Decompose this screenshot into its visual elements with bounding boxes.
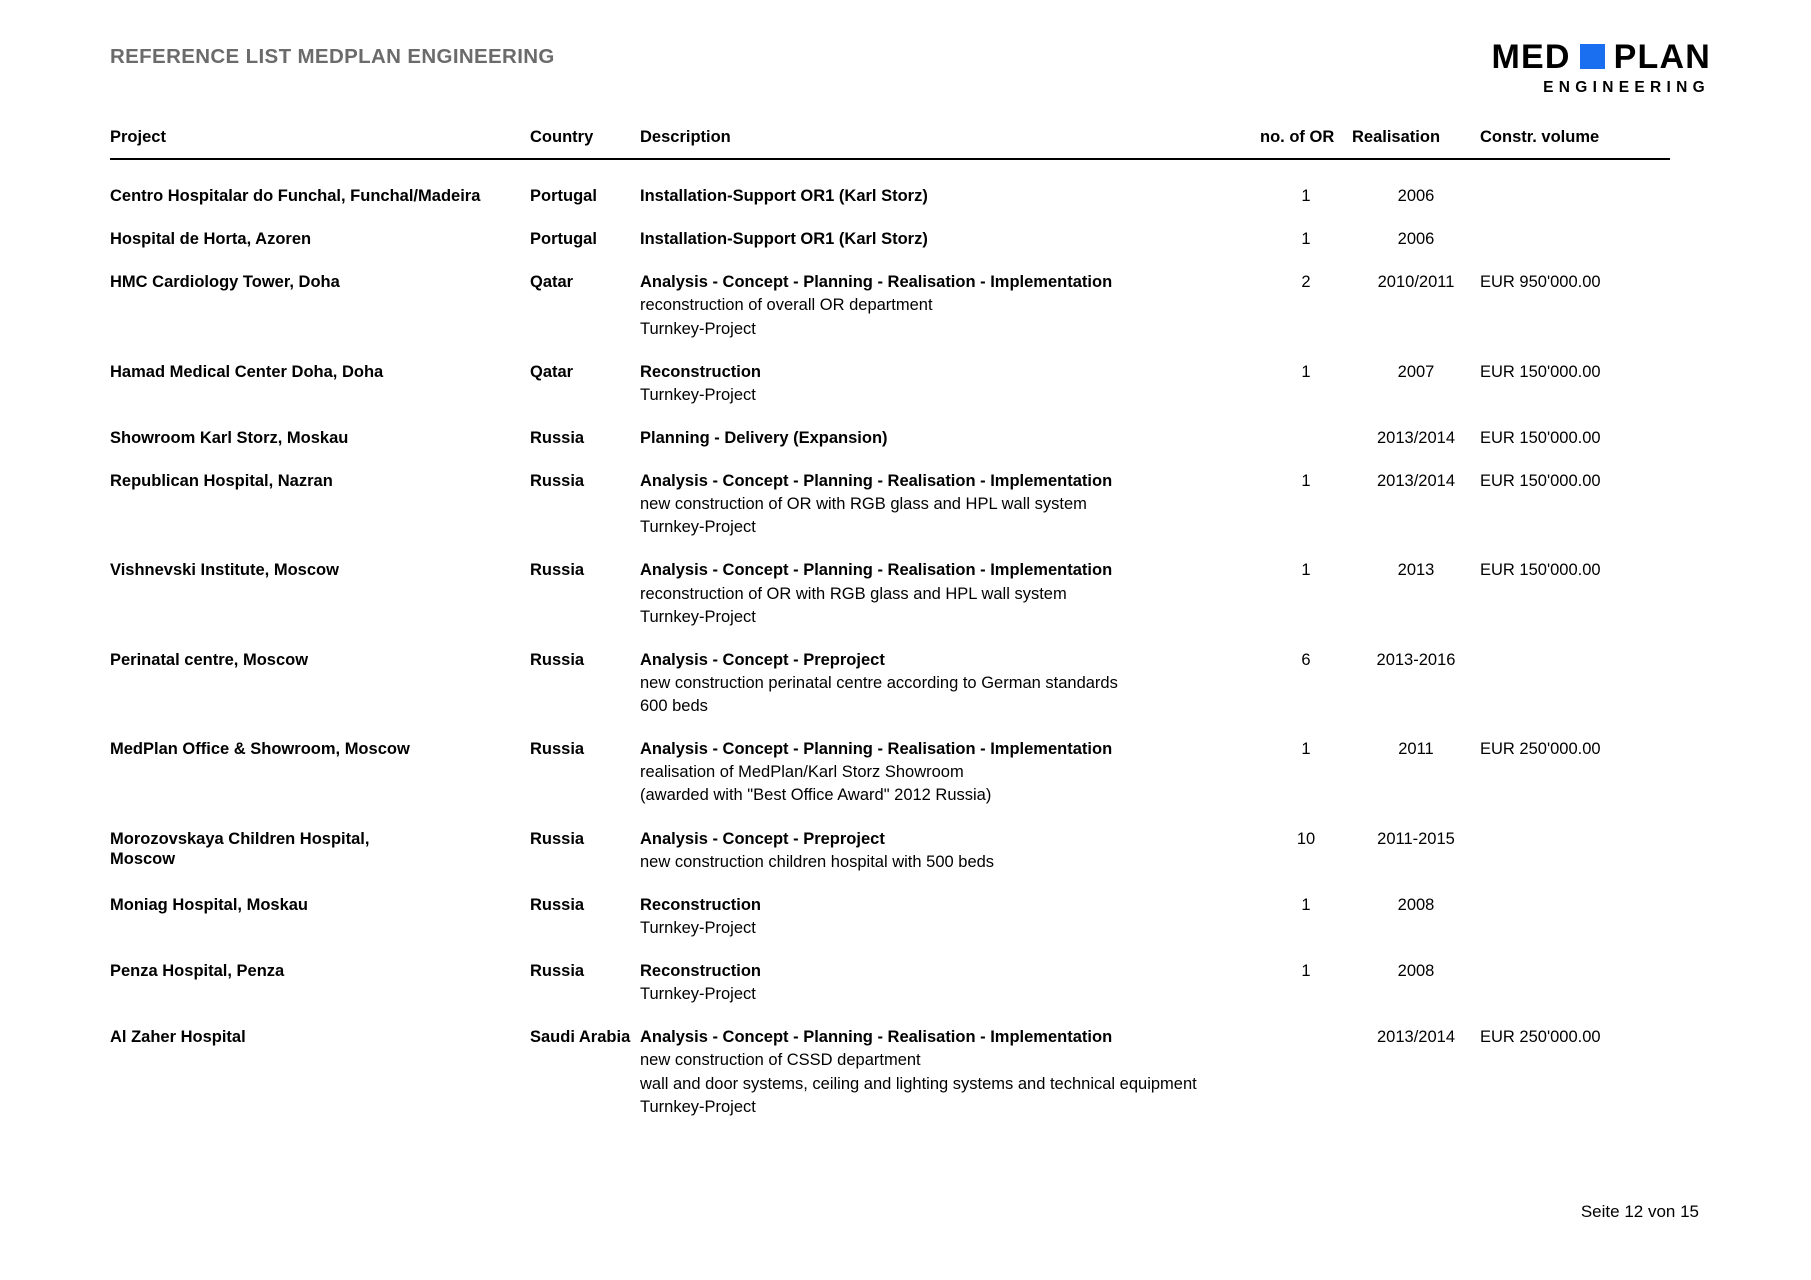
table-row xyxy=(110,159,1670,206)
logo-square-icon xyxy=(1580,44,1605,69)
description-line: reconstruction of OR with RGB glass and HPL wall system xyxy=(640,584,1067,603)
description-title: Planning - Delivery (Expansion) xyxy=(640,428,888,447)
description-line: new construction perinatal centre according to German standards xyxy=(640,673,1118,692)
cell-description xyxy=(640,716,1260,805)
column-header-no-of-or: no. of OR xyxy=(1260,128,1352,159)
description-title: Analysis - Concept - Planning - Realisation - Implementation xyxy=(640,561,1113,580)
cell-no-of-or: 1 xyxy=(1301,740,1311,759)
logo-wordmark xyxy=(1491,40,1711,74)
description-title: Analysis - Concept - Planning - Realisation - Implementation xyxy=(640,472,1113,490)
cell-project: Showroom Karl Storz, Moskau xyxy=(110,428,349,447)
medplan-logo xyxy=(1491,40,1711,96)
table-row xyxy=(110,339,1670,405)
cell-description xyxy=(640,448,1260,537)
cell-description xyxy=(640,159,1260,206)
cell-country: Portugal xyxy=(530,187,597,205)
column-header-project: Project xyxy=(110,128,530,159)
description-line: new construction children hospital with 500 beds xyxy=(640,852,995,871)
cell-no-of-or: 2 xyxy=(1301,273,1311,292)
description-line: (awarded with "Best Office Award" 2012 Russia) xyxy=(640,786,992,805)
cell-realisation: 2006 xyxy=(1397,230,1435,249)
cell-description xyxy=(640,938,1260,1004)
cell-country: Portugal xyxy=(530,230,597,249)
table-row xyxy=(110,938,1670,1004)
table-header-row xyxy=(110,128,1670,159)
description-line: Turnkey-Project xyxy=(640,319,756,338)
page-number: Seite 12 von 15 xyxy=(1580,1202,1699,1221)
cell-constr-volume: EUR 150'000.00 xyxy=(1480,561,1601,580)
cell-realisation: 2013/2014 xyxy=(1377,1028,1455,1047)
description-title: Installation-Support OR1 (Karl Storz) xyxy=(640,187,928,205)
cell-project: Vishnevski Institute, Moscow xyxy=(110,561,339,580)
description-line: Turnkey-Project xyxy=(640,518,756,537)
description-line: Turnkey-Project xyxy=(640,385,756,404)
description-line: new construction of CSSD department xyxy=(640,1051,921,1070)
cell-realisation: 2011 xyxy=(1398,740,1434,759)
cell-realisation: 2013 xyxy=(1397,561,1435,580)
cell-project: Hospital de Horta, Azoren xyxy=(110,230,312,249)
cell-project: Morozovskaya Children Hospital, Moscow xyxy=(110,829,370,868)
cell-project: MedPlan Office & Showroom, Moscow xyxy=(110,740,410,759)
cell-realisation: 2013/2014 xyxy=(1377,428,1455,447)
cell-no-of-or: 6 xyxy=(1301,650,1311,669)
description-line: Turnkey-Project xyxy=(640,1097,756,1116)
cell-country: Russia xyxy=(530,829,585,848)
cell-no-of-or: 1 xyxy=(1301,362,1311,381)
cell-realisation: 2010/2011 xyxy=(1377,273,1455,292)
cell-description xyxy=(640,806,1260,872)
cell-project: Moniag Hospital, Moskau xyxy=(110,895,309,914)
description-line: realisation of MedPlan/Karl Storz Showroom xyxy=(640,763,964,782)
document-header xyxy=(110,40,1711,100)
table-body xyxy=(110,159,1670,1117)
column-header-realisation: Realisation xyxy=(1352,128,1480,159)
cell-no-of-or: 1 xyxy=(1301,962,1311,980)
cell-realisation: 2008 xyxy=(1397,962,1435,980)
description-title: Analysis - Concept - Planning - Realisation - Implementation xyxy=(640,740,1113,759)
description-line: Turnkey-Project xyxy=(640,607,756,626)
cell-constr-volume xyxy=(1480,806,1670,872)
cell-description xyxy=(640,206,1260,249)
logo-word-plan: PLAN xyxy=(1613,38,1711,76)
description-title: Reconstruction xyxy=(640,362,762,381)
cell-description xyxy=(640,1004,1260,1117)
cell-project: Republican Hospital, Nazran xyxy=(110,472,333,490)
cell-no-of-or: 1 xyxy=(1301,561,1311,580)
cell-country: Qatar xyxy=(530,362,574,381)
cell-constr-volume xyxy=(1480,872,1670,938)
cell-constr-volume: EUR 950'000.00 xyxy=(1480,273,1601,292)
cell-country: Russia xyxy=(530,962,585,980)
cell-no-of-or xyxy=(1260,1004,1352,1117)
cell-constr-volume: EUR 250'000.00 xyxy=(1480,740,1601,759)
cell-description xyxy=(640,249,1260,338)
cell-country: Qatar xyxy=(530,273,574,292)
cell-constr-volume xyxy=(1480,206,1670,249)
column-header-constr-volume: Constr. volume xyxy=(1480,128,1670,159)
cell-no-of-or: 10 xyxy=(1296,829,1316,848)
cell-description xyxy=(640,405,1260,448)
cell-constr-volume xyxy=(1480,159,1670,206)
cell-project: Perinatal centre, Moscow xyxy=(110,650,309,669)
cell-no-of-or xyxy=(1260,405,1352,448)
reference-table xyxy=(110,128,1670,1117)
cell-description xyxy=(640,339,1260,405)
cell-country: Russia xyxy=(530,895,585,914)
cell-constr-volume xyxy=(1480,627,1670,716)
table-row xyxy=(110,872,1670,938)
cell-project: Al Zaher Hospital xyxy=(110,1028,246,1047)
cell-description xyxy=(640,872,1260,938)
cell-no-of-or: 1 xyxy=(1301,895,1311,914)
cell-country: Russia xyxy=(530,740,585,759)
description-title: Reconstruction xyxy=(640,962,762,980)
cell-project: Penza Hospital, Penza xyxy=(110,962,285,980)
table-row xyxy=(110,806,1670,872)
cell-country: Russia xyxy=(530,650,585,669)
description-title: Analysis - Concept - Planning - Realisation - Implementation xyxy=(640,1028,1113,1047)
page-title: REFERENCE LIST MEDPLAN ENGINEERING xyxy=(110,45,555,68)
table-row xyxy=(110,537,1670,626)
cell-realisation: 2007 xyxy=(1397,362,1435,381)
column-header-description: Description xyxy=(640,128,1260,159)
description-line: 600 beds xyxy=(640,697,708,715)
cell-project: Centro Hospitalar do Funchal, Funchal/Madeira xyxy=(110,187,481,205)
logo-word-med: MED xyxy=(1491,38,1571,76)
cell-realisation: 2006 xyxy=(1397,187,1435,205)
cell-no-of-or: 1 xyxy=(1301,472,1311,490)
description-line: new construction of OR with RGB glass and HPL wall system xyxy=(640,495,1087,514)
cell-constr-volume: EUR 150'000.00 xyxy=(1480,428,1601,447)
table-row xyxy=(110,405,1670,448)
cell-realisation: 2013/2014 xyxy=(1377,472,1455,490)
cell-constr-volume xyxy=(1480,938,1670,1004)
cell-country: Russia xyxy=(530,428,585,447)
cell-country: Russia xyxy=(530,472,585,490)
description-line: Turnkey-Project xyxy=(640,918,756,937)
cell-project: Hamad Medical Center Doha, Doha xyxy=(110,362,384,381)
description-title: Analysis - Concept - Preproject xyxy=(640,650,885,669)
table-row xyxy=(110,716,1670,805)
cell-constr-volume: EUR 150'000.00 xyxy=(1480,362,1601,381)
cell-no-of-or: 1 xyxy=(1301,187,1311,205)
cell-realisation: 2011-2015 xyxy=(1377,829,1455,848)
description-title: Analysis - Concept - Preproject xyxy=(640,829,885,848)
description-title: Analysis - Concept - Planning - Realisation - Implementation xyxy=(640,273,1113,292)
description-line: wall and door systems, ceiling and lighting systems and technical equipment xyxy=(640,1074,1197,1093)
cell-constr-volume: EUR 150'000.00 xyxy=(1480,472,1601,490)
description-title: Reconstruction xyxy=(640,895,762,914)
table-row xyxy=(110,1004,1670,1117)
cell-description xyxy=(640,627,1260,716)
cell-country: Russia xyxy=(530,561,585,580)
description-line: reconstruction of overall OR department xyxy=(640,296,933,315)
cell-realisation: 2013-2016 xyxy=(1376,650,1456,669)
cell-project: HMC Cardiology Tower, Doha xyxy=(110,273,340,292)
description-line: Turnkey-Project xyxy=(640,985,756,1004)
cell-description xyxy=(640,537,1260,626)
logo-subtitle: ENGINEERING xyxy=(1543,79,1710,96)
table-row xyxy=(110,448,1670,537)
cell-constr-volume: EUR 250'000.00 xyxy=(1480,1028,1601,1047)
cell-no-of-or: 1 xyxy=(1301,230,1311,249)
table-row xyxy=(110,206,1670,249)
reference-table-wrapper xyxy=(110,128,1670,1117)
cell-realisation: 2008 xyxy=(1397,895,1435,914)
description-title: Installation-Support OR1 (Karl Storz) xyxy=(640,230,928,249)
column-header-country: Country xyxy=(530,128,640,159)
cell-country: Saudi Arabia xyxy=(530,1028,631,1047)
table-row xyxy=(110,627,1670,716)
table-row xyxy=(110,249,1670,338)
